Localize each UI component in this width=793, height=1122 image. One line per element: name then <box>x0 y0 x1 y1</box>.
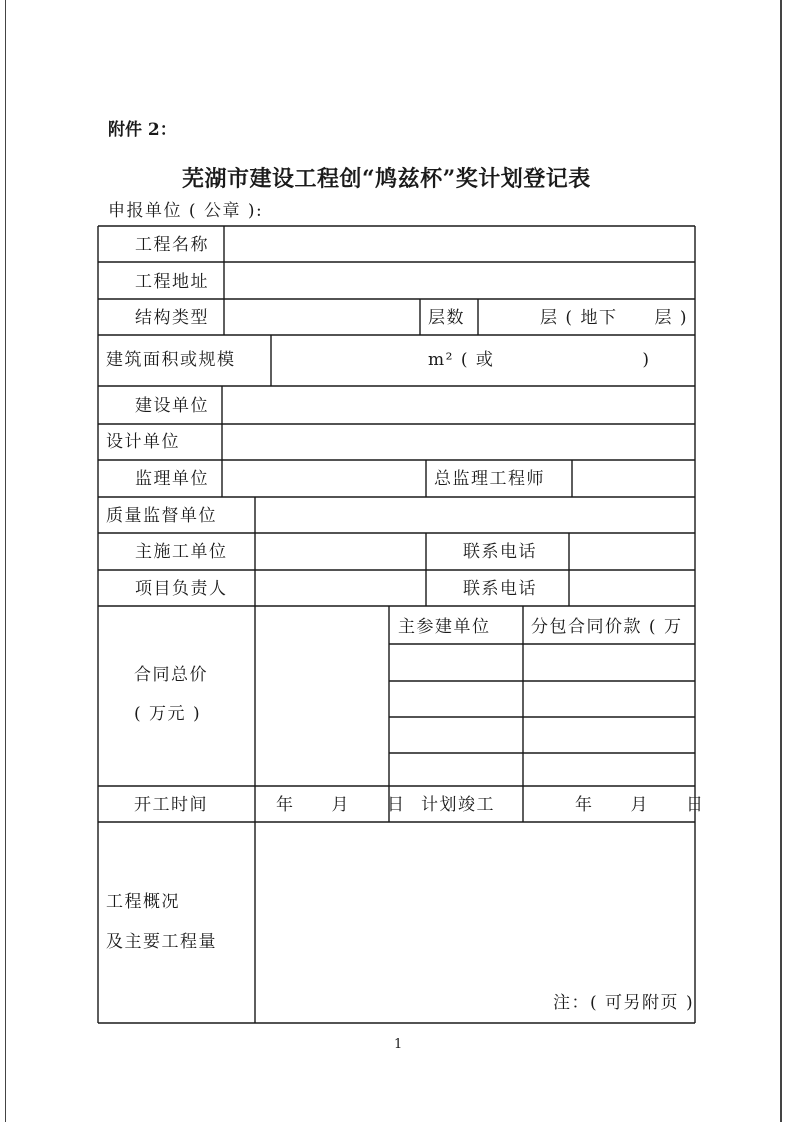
construction-unit-label: 建设单位 <box>135 396 209 416</box>
contact-phone-field-1[interactable] <box>571 535 692 568</box>
design-unit-field[interactable] <box>224 426 692 458</box>
area-scale-label: 建筑面积或规模 <box>106 350 236 370</box>
planned-completion-label: 计划竣工 <box>421 795 495 815</box>
project-manager-label: 项目负责人 <box>135 579 228 599</box>
supervision-unit-label: 监理单位 <box>135 469 209 489</box>
project-address-label: 工程地址 <box>135 272 209 292</box>
contract-total-field[interactable] <box>257 608 387 784</box>
structure-type-label: 结构类型 <box>135 308 209 328</box>
completion-date-format: 年 月 日 <box>575 795 705 815</box>
quality-supervision-field[interactable] <box>257 499 692 531</box>
main-contractor-field[interactable] <box>257 535 424 568</box>
overview-label: 工程概况 <box>106 892 180 912</box>
attachment-label: 附件 2： <box>108 120 177 140</box>
structure-type-field[interactable] <box>226 301 418 333</box>
applicant-label: 申报单位 ( 公章 ): <box>108 201 264 221</box>
participating-unit-header: 主参建单位 <box>398 617 491 637</box>
project-manager-field[interactable] <box>257 572 424 604</box>
design-unit-label: 设计单位 <box>106 432 180 452</box>
project-name-field[interactable] <box>226 228 692 260</box>
overview-field[interactable] <box>257 824 692 984</box>
construction-unit-field[interactable] <box>224 388 692 422</box>
start-date-format: 年 月 日 <box>276 795 406 815</box>
project-name-label: 工程名称 <box>135 235 209 255</box>
floors-unit-text: 层 ( 地下 层 ) <box>540 308 688 328</box>
main-contractor-label: 主施工单位 <box>135 542 228 562</box>
area-unit-text: m² ( 或 ) <box>428 350 651 370</box>
chief-supervisor-label: 总监理工程师 <box>434 469 545 489</box>
quality-supervision-label: 质量监督单位 <box>106 506 217 526</box>
contract-total-label: 合同总价 <box>134 665 208 685</box>
contract-total-unit: ( 万元 ) <box>134 704 202 724</box>
floors-label: 层数 <box>428 308 465 328</box>
supervision-unit-field[interactable] <box>224 462 424 495</box>
subcontract-price-header: 分包合同价款 ( 万 <box>531 617 683 637</box>
page-number: 1 <box>394 1037 403 1052</box>
chief-supervisor-field[interactable] <box>574 462 692 495</box>
project-address-field[interactable] <box>226 264 692 297</box>
contact-phone-label-1: 联系电话 <box>463 542 537 562</box>
start-time-label: 开工时间 <box>134 795 208 815</box>
overview-label-2: 及主要工程量 <box>106 932 217 952</box>
page-title: 芜湖市建设工程创“鸠兹杯”奖计划登记表 <box>182 166 591 192</box>
contact-phone-field-2[interactable] <box>571 572 692 604</box>
contact-phone-label-2: 联系电话 <box>463 579 537 599</box>
note-text: 注：( 可另附页 ) <box>553 993 695 1013</box>
